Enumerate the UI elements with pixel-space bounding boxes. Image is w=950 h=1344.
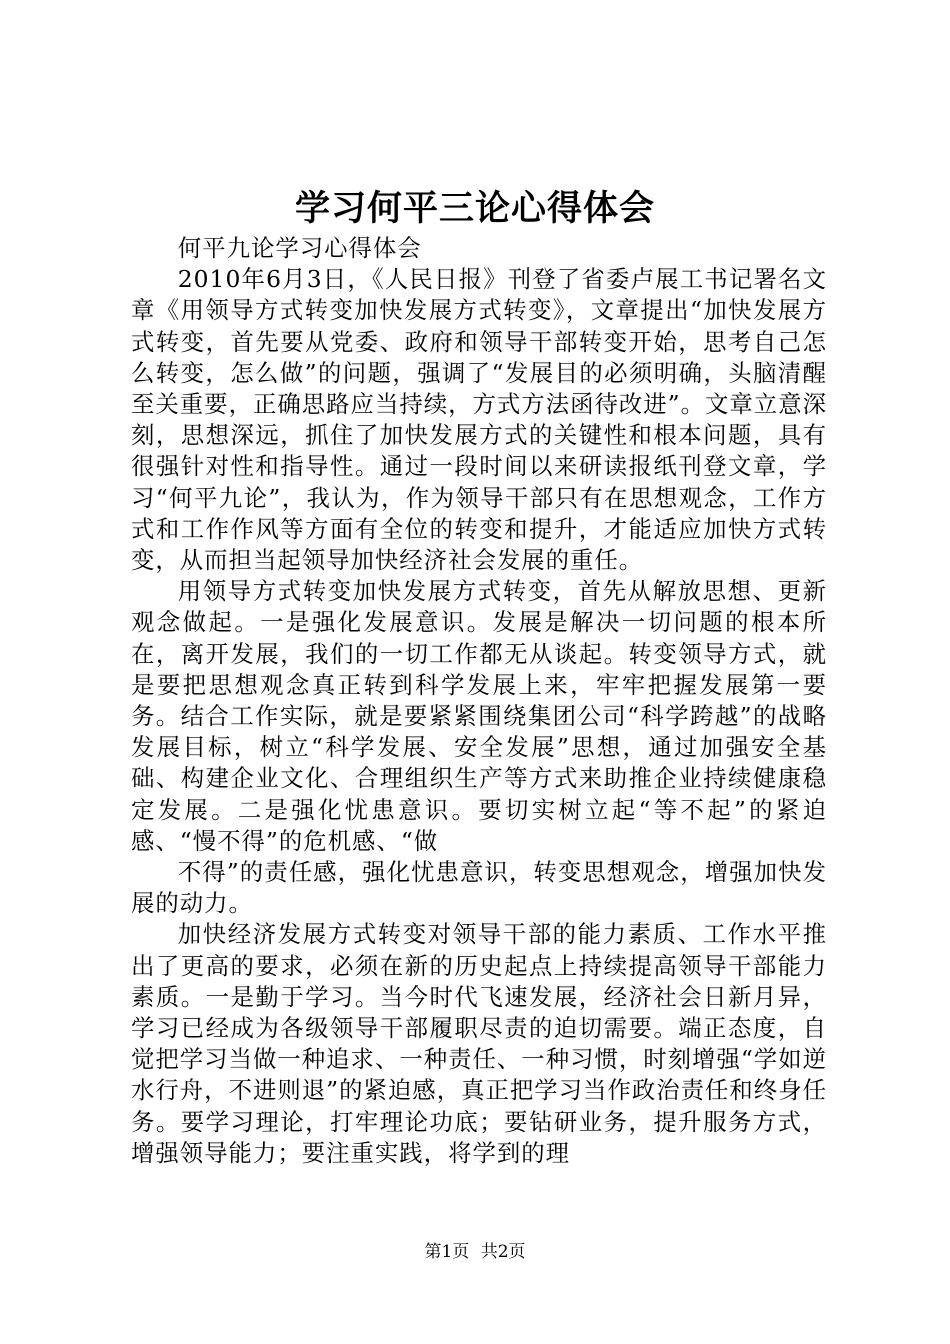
paragraph-subtitle: 何平九论学习心得体会 (177, 234, 422, 262)
paragraph-intro: 2010年6月3日，《人民日报》刊登了省委卢展工书记署名文章《用领导方式转变加快发展方式转变》，文章提出“加快发展方式转变，首先要从党委、政府和领导干部转变开始，思考自己怎么转变，怎么做”的问题，强调了“发展目的必须明确，头脑清醒至关重要，正确思路应当持续，方式方法函待改进”。文章立意深刻，思想深远，抓住了加快发展方式的关键性和根本问题，具有很强针对性和指导性。通过一段时间以来研读报纸刊登文章，学习“何平九论”，我认为，作为领导干部只有在思想观念，工作方式和工作作风等方面有全位的转变和提升，才能适应加快方式转变，从而担当起领导加快经济社会发展的重任。 (131, 265, 827, 575)
document-body (131, 233, 827, 1169)
document-title: 学习何平三论心得体会 (294, 189, 655, 229)
page-number: 第1页 (424, 1242, 470, 1262)
page-total: 共2页 (480, 1242, 526, 1262)
paragraph-thinking: 用领导方式转变加快发展方式转变，首先从解放思想、更新观念做起。一是强化发展意识。发展是解决一切问题的根本所在，离开发展，我们的一切工作都无从谈起。转变领导方式，就是要把思想观念真正转到科学发展上来，牢牢把握发展第一要务。结合工作实际，就是要紧紧围绕集团公司“科学跨越”的战略发展目标，树立“科学发展、安全发展”思想，通过加强安全基础、构建企业文化、合理组织生产等方式来助推企业持续健康稳定发展。二是强化忧患意识。要切实树立起“等不起”的紧迫感、“慢不得”的危机感、“做 (131, 577, 827, 855)
page-footer (0, 1240, 950, 1264)
paragraph-ability: 加快经济发展方式转变对领导干部的能力素质、工作水平推出了更高的要求，必须在新的历史起点上持续提高领导干部能力素质。一是勤于学习。当今时代飞速发展，经济社会日新月异，学习已经成为各级领导干部履职尽责的迫切需要。端正态度，自觉把学习当做一种追求、一种责任、一种习惯，时刻增强“学如逆水行舟，不进则退”的紧迫感，真正把学习当作政治责任和终身任务。要学习理论，打牢理论功底；要钻研业务，提升服务方式，增强领导能力；要注重实践，将学到的理 (131, 920, 827, 1167)
paragraph-continuation: 不得”的责任感，强化忧患意识，转变思想观念，增强加快发展的动力。 (131, 858, 827, 918)
